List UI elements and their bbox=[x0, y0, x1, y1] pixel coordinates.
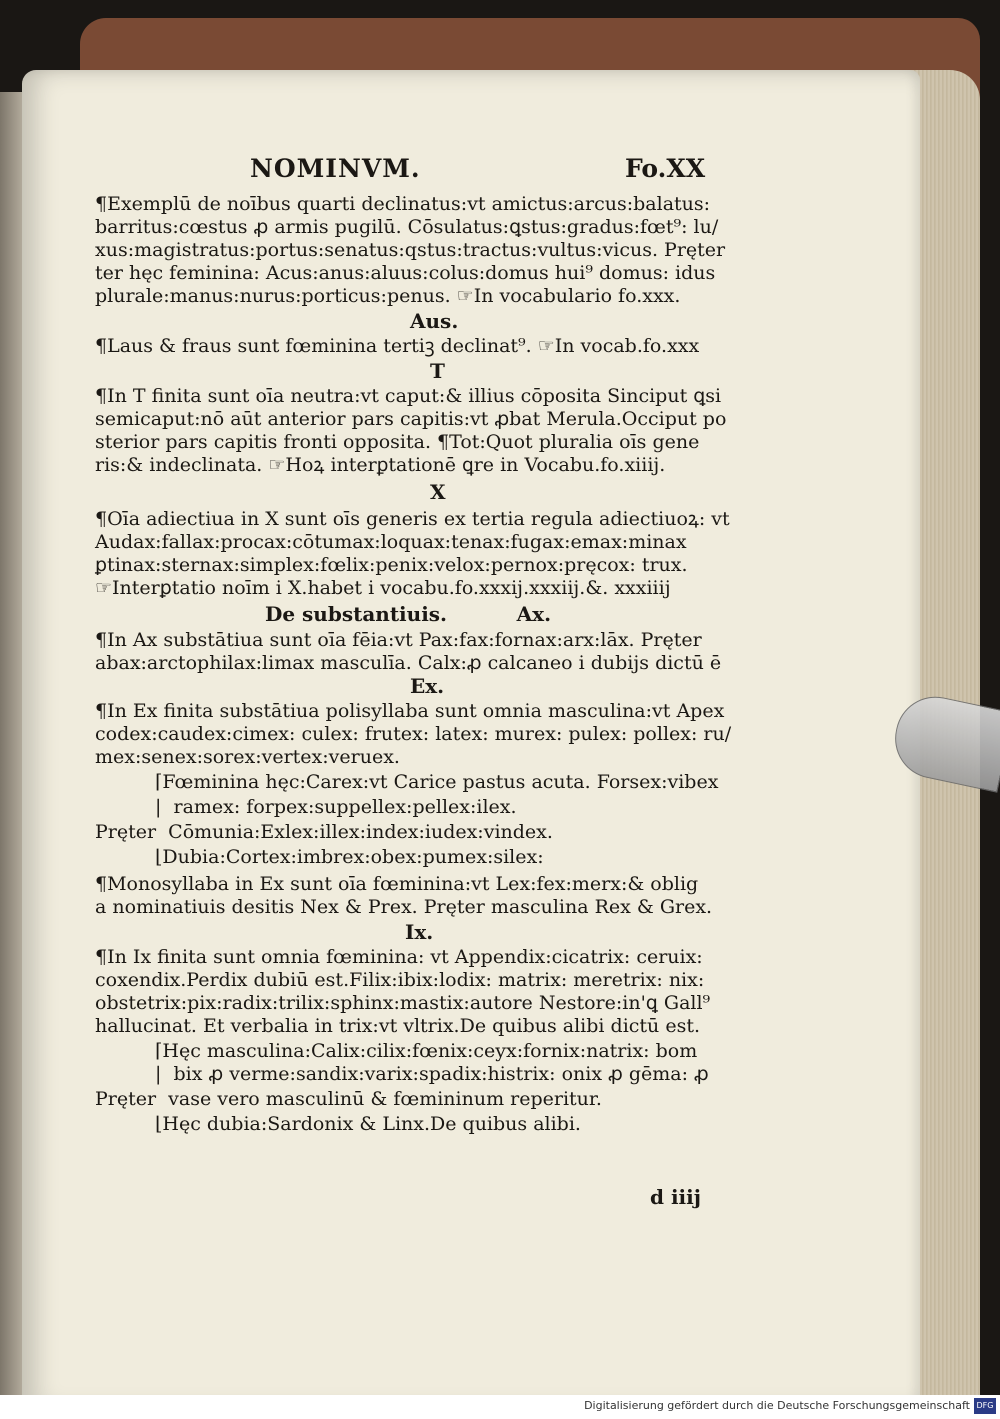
text-line: abax:arctophilax:limax masculīa. Calx:ꝓ calcaneo i dubijs dictū ē bbox=[95, 652, 722, 674]
section-heading: De substantiuis. Ax. bbox=[265, 602, 552, 626]
text-line: ¶Monosyllaba in Ex sunt oīa fœminina:vt Lex:fex:merx:& oblig bbox=[95, 873, 699, 895]
text-line: | ramex: forpex:suppellex:pellex:ilex. bbox=[155, 796, 517, 818]
section-heading: Ex. bbox=[410, 674, 445, 698]
running-head-title: NOMINVM. bbox=[250, 154, 421, 183]
text-line: Pręter vase vero masculinū & fœmininum reperitur. bbox=[95, 1088, 602, 1110]
text-line: Pręter Cōmunia:Exlex:illex:index:iudex:vindex. bbox=[95, 821, 553, 843]
text-line: Audax:fallax:procax:cōtumax:loquax:tenax:fugax:emax:minax bbox=[95, 531, 687, 553]
text-line: xus:magistratus:portus:senatus:qstus:tractus:vultus:vicus. Pręter bbox=[95, 239, 726, 261]
folio-number: Fo.XX bbox=[625, 154, 706, 183]
text-line: ⌈Fœminina hęc:Carex:vt Carice pastus acuta. Forsex:vibex bbox=[155, 771, 719, 793]
text-line: ¶In Ix finita sunt omnia fœminina: vt Appendix:cicatrix: ceruix: bbox=[95, 946, 703, 968]
text-line: plurale:manus:nurus:porticus:penus. ☞In vocabulario fo.xxx. bbox=[95, 285, 681, 307]
text-line: ꝑtinax:sternax:simplex:fœlix:penix:velox:pernox:pręcox: trux. bbox=[95, 554, 688, 576]
section-heading: T bbox=[430, 359, 445, 383]
text-line: hallucinat. Et verbalia in trix:vt vltrix.De quibus alibi dictū est. bbox=[95, 1015, 701, 1037]
text-line: codex:caudex:cimex: culex: frutex: latex: murex: pulex: pollex: ru/ bbox=[95, 723, 732, 745]
section-heading: Ix. bbox=[405, 920, 434, 944]
text-line: ⌈Hęc masculina:Calix:cilix:fœnix:ceyx:fornix:natrix: bom bbox=[155, 1040, 698, 1062]
footer-credit: Digitalisierung gefördert durch die Deutsche Forschungsgemeinschaft bbox=[584, 1399, 970, 1412]
text-line: ¶In Ax substātiua sunt oīa fēia:vt Pax:fax:fornax:arx:lāx. Pręter bbox=[95, 629, 702, 651]
text-line: sterior pars capitis fronti opposita. ¶Tot:Quot pluralia oīs gene bbox=[95, 431, 700, 453]
text-line: ris:& indeclinata. ☞Hoꝝ interꝑtationē ꝗre in Vocabu.fo.xiiij. bbox=[95, 454, 666, 476]
text-line: ⌊Dubia:Cortex:imbrex:obex:pumex:silex: bbox=[155, 846, 544, 868]
section-heading: Aus. bbox=[410, 309, 459, 333]
dfg-logo: DFG bbox=[974, 1398, 996, 1414]
text-line: coxendix.Perdix dubiū est.Filix:ibix:lodix: matrix: meretrix: nix: bbox=[95, 969, 705, 991]
text-line: ¶Oīa adiectiua in X sunt oīs generis ex tertia regula adiectiuoꝝ: vt bbox=[95, 508, 730, 530]
text-line: | bix ꝓ verme:sandix:varix:spadix:histrix: onix ꝓ gēma: ꝓ bbox=[155, 1063, 709, 1085]
digitization-footer bbox=[0, 1395, 1000, 1419]
left-page-edge bbox=[0, 92, 24, 1395]
text-line: semicaput:nō aūt anterior pars capitis:vt ꝓbat Merula.Occiput po bbox=[95, 408, 727, 430]
text-line: ter hęc feminina: Acus:anus:aluus:colus:domus hui⁹ domus: idus bbox=[95, 262, 716, 284]
text-line: ¶Laus & fraus sunt fœminina tertiꝫ declinat⁹. ☞In vocab.fo.xxx bbox=[95, 335, 700, 357]
text-line: ☞Interꝑtatio noīm i X.habet i vocabu.fo.xxxij.xxxiij.&. xxxiiij bbox=[95, 577, 671, 599]
text-line: ⌊Hęc dubia:Sardonix & Linx.De quibus alibi. bbox=[155, 1113, 581, 1135]
text-line: a nominatiuis desitis Nex & Prex. Pręter masculina Rex & Grex. bbox=[95, 896, 713, 918]
text-line: ¶In T finita sunt oīa neutra:vt caput:& illius cōposita Sinciput ꝗsi bbox=[95, 385, 722, 407]
signature-mark: d iiij bbox=[650, 1185, 701, 1209]
section-heading: X bbox=[430, 480, 446, 504]
text-line: ¶In Ex finita substātiua polisyllaba sunt omnia masculina:vt Apex bbox=[95, 700, 725, 722]
text-line: ¶Exemplū de noībus quarti declinatus:vt amictus:arcus:balatus: bbox=[95, 193, 711, 215]
text-line: barritus:cœstus ꝓ armis pugilū. Cōsulatus:ꝗstus:gradus:fœt⁹: lu/ bbox=[95, 216, 719, 238]
text-line: mex:senex:sorex:vertex:veruex. bbox=[95, 746, 400, 768]
text-line: obstetrix:pix:radix:trilix:sphinx:mastix:autore Nestore:in'ꝗ Gall⁹ bbox=[95, 992, 711, 1014]
